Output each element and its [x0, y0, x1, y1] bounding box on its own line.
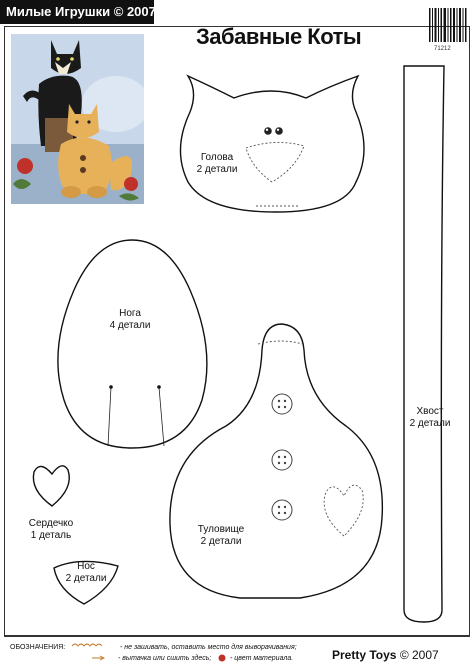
legend-dart-icon	[92, 656, 104, 660]
legend-stitch-icon	[72, 644, 102, 646]
footer-brand	[332, 648, 439, 662]
leg-count: 4 детали	[109, 320, 151, 331]
footer-divider	[4, 636, 470, 637]
heart-name: Сердечко	[28, 518, 74, 529]
body-heart-placement	[324, 485, 363, 536]
nose-count: 2 детали	[65, 573, 107, 584]
button-icon	[272, 394, 292, 414]
nose-name: Нос	[77, 561, 95, 572]
tail-outline	[404, 66, 444, 622]
legend-item-dart: - вытачка или сшить здесь;	[118, 655, 212, 662]
body-dart	[258, 341, 302, 344]
legend-color-dot-icon	[219, 655, 226, 662]
tail-count: 2 детали	[409, 418, 451, 429]
legend-item-no-sew: - не зашивать, оставить место для выворачивания;	[120, 644, 297, 651]
tail-name: Хвост	[416, 406, 444, 417]
footer-copyright: © 2007	[399, 648, 439, 662]
head-name: Голова	[200, 152, 234, 163]
leg-outline	[58, 240, 207, 448]
head-count: 2 детали	[196, 164, 238, 175]
eyes-icon	[264, 127, 283, 135]
body-outline	[170, 324, 382, 598]
body-count: 2 детали	[200, 536, 242, 547]
brand-copyright: © 2007	[113, 4, 156, 19]
legend-item-color: - цвет материала.	[230, 655, 294, 662]
button-icon	[272, 500, 292, 520]
head-outline	[180, 76, 364, 212]
button-icon	[272, 450, 292, 470]
heart-outline	[33, 466, 69, 506]
body-name: Туловище	[197, 524, 245, 535]
barcode-number: 71212	[434, 46, 451, 52]
leg-label	[100, 308, 160, 332]
heart-label	[16, 518, 86, 542]
footer-brand-name: Pretty Toys	[332, 648, 397, 662]
legend-label: ОБОЗНАЧЕНИЯ:	[10, 644, 66, 651]
leg-name: Нога	[119, 308, 141, 319]
head-nose-dart	[246, 142, 304, 182]
head-label	[186, 152, 248, 176]
nose-label	[56, 561, 116, 585]
body-label	[186, 524, 256, 548]
tail-label	[398, 406, 462, 430]
page-title: Забавные Коты	[196, 24, 362, 49]
heart-count: 1 деталь	[30, 530, 72, 541]
brand-name: Милые Игрушки	[6, 4, 111, 19]
